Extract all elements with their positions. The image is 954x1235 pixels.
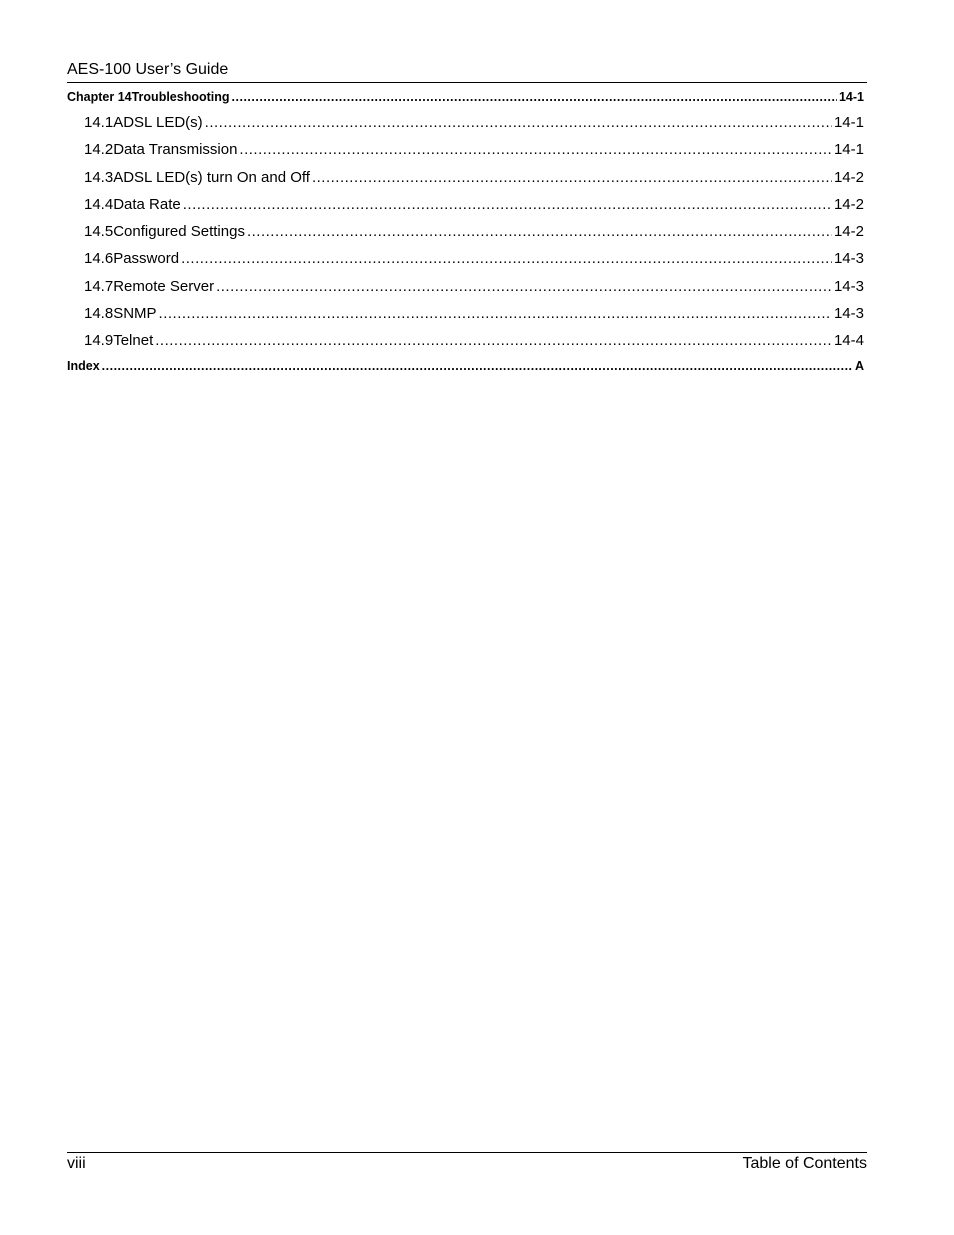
section-page-ref: 14-2 bbox=[833, 168, 864, 186]
page-number: viii bbox=[67, 1155, 86, 1172]
dot-leader bbox=[155, 327, 832, 354]
document-title: AES-100 User’s Guide bbox=[67, 61, 229, 78]
section-number: 14.9 bbox=[84, 332, 114, 350]
section-number: 14.2 bbox=[84, 141, 114, 159]
dot-leader bbox=[239, 136, 832, 163]
index-page-ref: A bbox=[854, 358, 864, 373]
dot-leader bbox=[181, 245, 832, 272]
chapter-title: Troubleshooting bbox=[131, 90, 230, 104]
section-title: Configured Settings bbox=[113, 223, 245, 241]
toc-section-entry[interactable] bbox=[67, 300, 864, 327]
dot-leader bbox=[159, 300, 832, 327]
section-number: 14.5 bbox=[84, 223, 114, 241]
toc-index-entry[interactable] bbox=[67, 355, 864, 377]
section-title: ADSL LED(s) bbox=[113, 114, 203, 131]
dot-leader bbox=[312, 164, 832, 191]
table-of-contents bbox=[67, 86, 864, 377]
toc-section-entry[interactable] bbox=[67, 164, 864, 191]
section-page-ref: 14-1 bbox=[833, 114, 864, 131]
section-number: 14.3 bbox=[84, 168, 114, 186]
toc-section-entry[interactable] bbox=[67, 191, 864, 218]
section-title: ADSL LED(s) turn On and Off bbox=[113, 168, 310, 186]
section-number: 14.6 bbox=[84, 250, 114, 268]
section-title: Remote Server bbox=[113, 277, 215, 295]
section-page-ref: 14-1 bbox=[833, 141, 864, 159]
dot-leader bbox=[205, 109, 832, 136]
footer-section-title: Table of Contents bbox=[742, 1155, 867, 1172]
section-title: Data Transmission bbox=[113, 141, 238, 159]
dot-leader bbox=[232, 86, 837, 109]
toc-section-entry[interactable] bbox=[67, 327, 864, 354]
dot-leader bbox=[247, 218, 832, 245]
toc-chapter-entry[interactable] bbox=[67, 86, 864, 109]
dot-leader bbox=[183, 191, 832, 218]
section-title: Password bbox=[113, 250, 180, 268]
section-number: 14.7 bbox=[84, 277, 114, 295]
page-footer bbox=[67, 1152, 867, 1177]
dot-leader bbox=[216, 273, 832, 300]
section-title: Telnet bbox=[113, 332, 154, 350]
section-title: Data Rate bbox=[113, 195, 181, 213]
toc-section-entry[interactable] bbox=[67, 218, 864, 245]
section-title: SNMP bbox=[113, 305, 157, 323]
section-number: 14.4 bbox=[84, 195, 114, 213]
section-page-ref: 14-3 bbox=[833, 277, 864, 295]
page-header bbox=[67, 60, 867, 83]
chapter-label: Chapter 14 bbox=[67, 90, 132, 104]
chapter-page-ref: 14-1 bbox=[838, 90, 864, 104]
section-number: 14.8 bbox=[84, 305, 114, 323]
toc-section-entry[interactable] bbox=[67, 245, 864, 272]
dot-leader bbox=[102, 355, 853, 377]
toc-section-entry[interactable] bbox=[67, 273, 864, 300]
index-title: Index bbox=[67, 358, 100, 373]
section-page-ref: 14-3 bbox=[833, 305, 864, 323]
toc-section-entry[interactable] bbox=[67, 136, 864, 163]
section-page-ref: 14-3 bbox=[833, 250, 864, 268]
section-number: 14.1 bbox=[84, 114, 114, 131]
section-page-ref: 14-2 bbox=[833, 223, 864, 241]
toc-section-entry[interactable] bbox=[67, 109, 864, 136]
section-page-ref: 14-4 bbox=[833, 332, 864, 350]
section-page-ref: 14-2 bbox=[833, 195, 864, 213]
